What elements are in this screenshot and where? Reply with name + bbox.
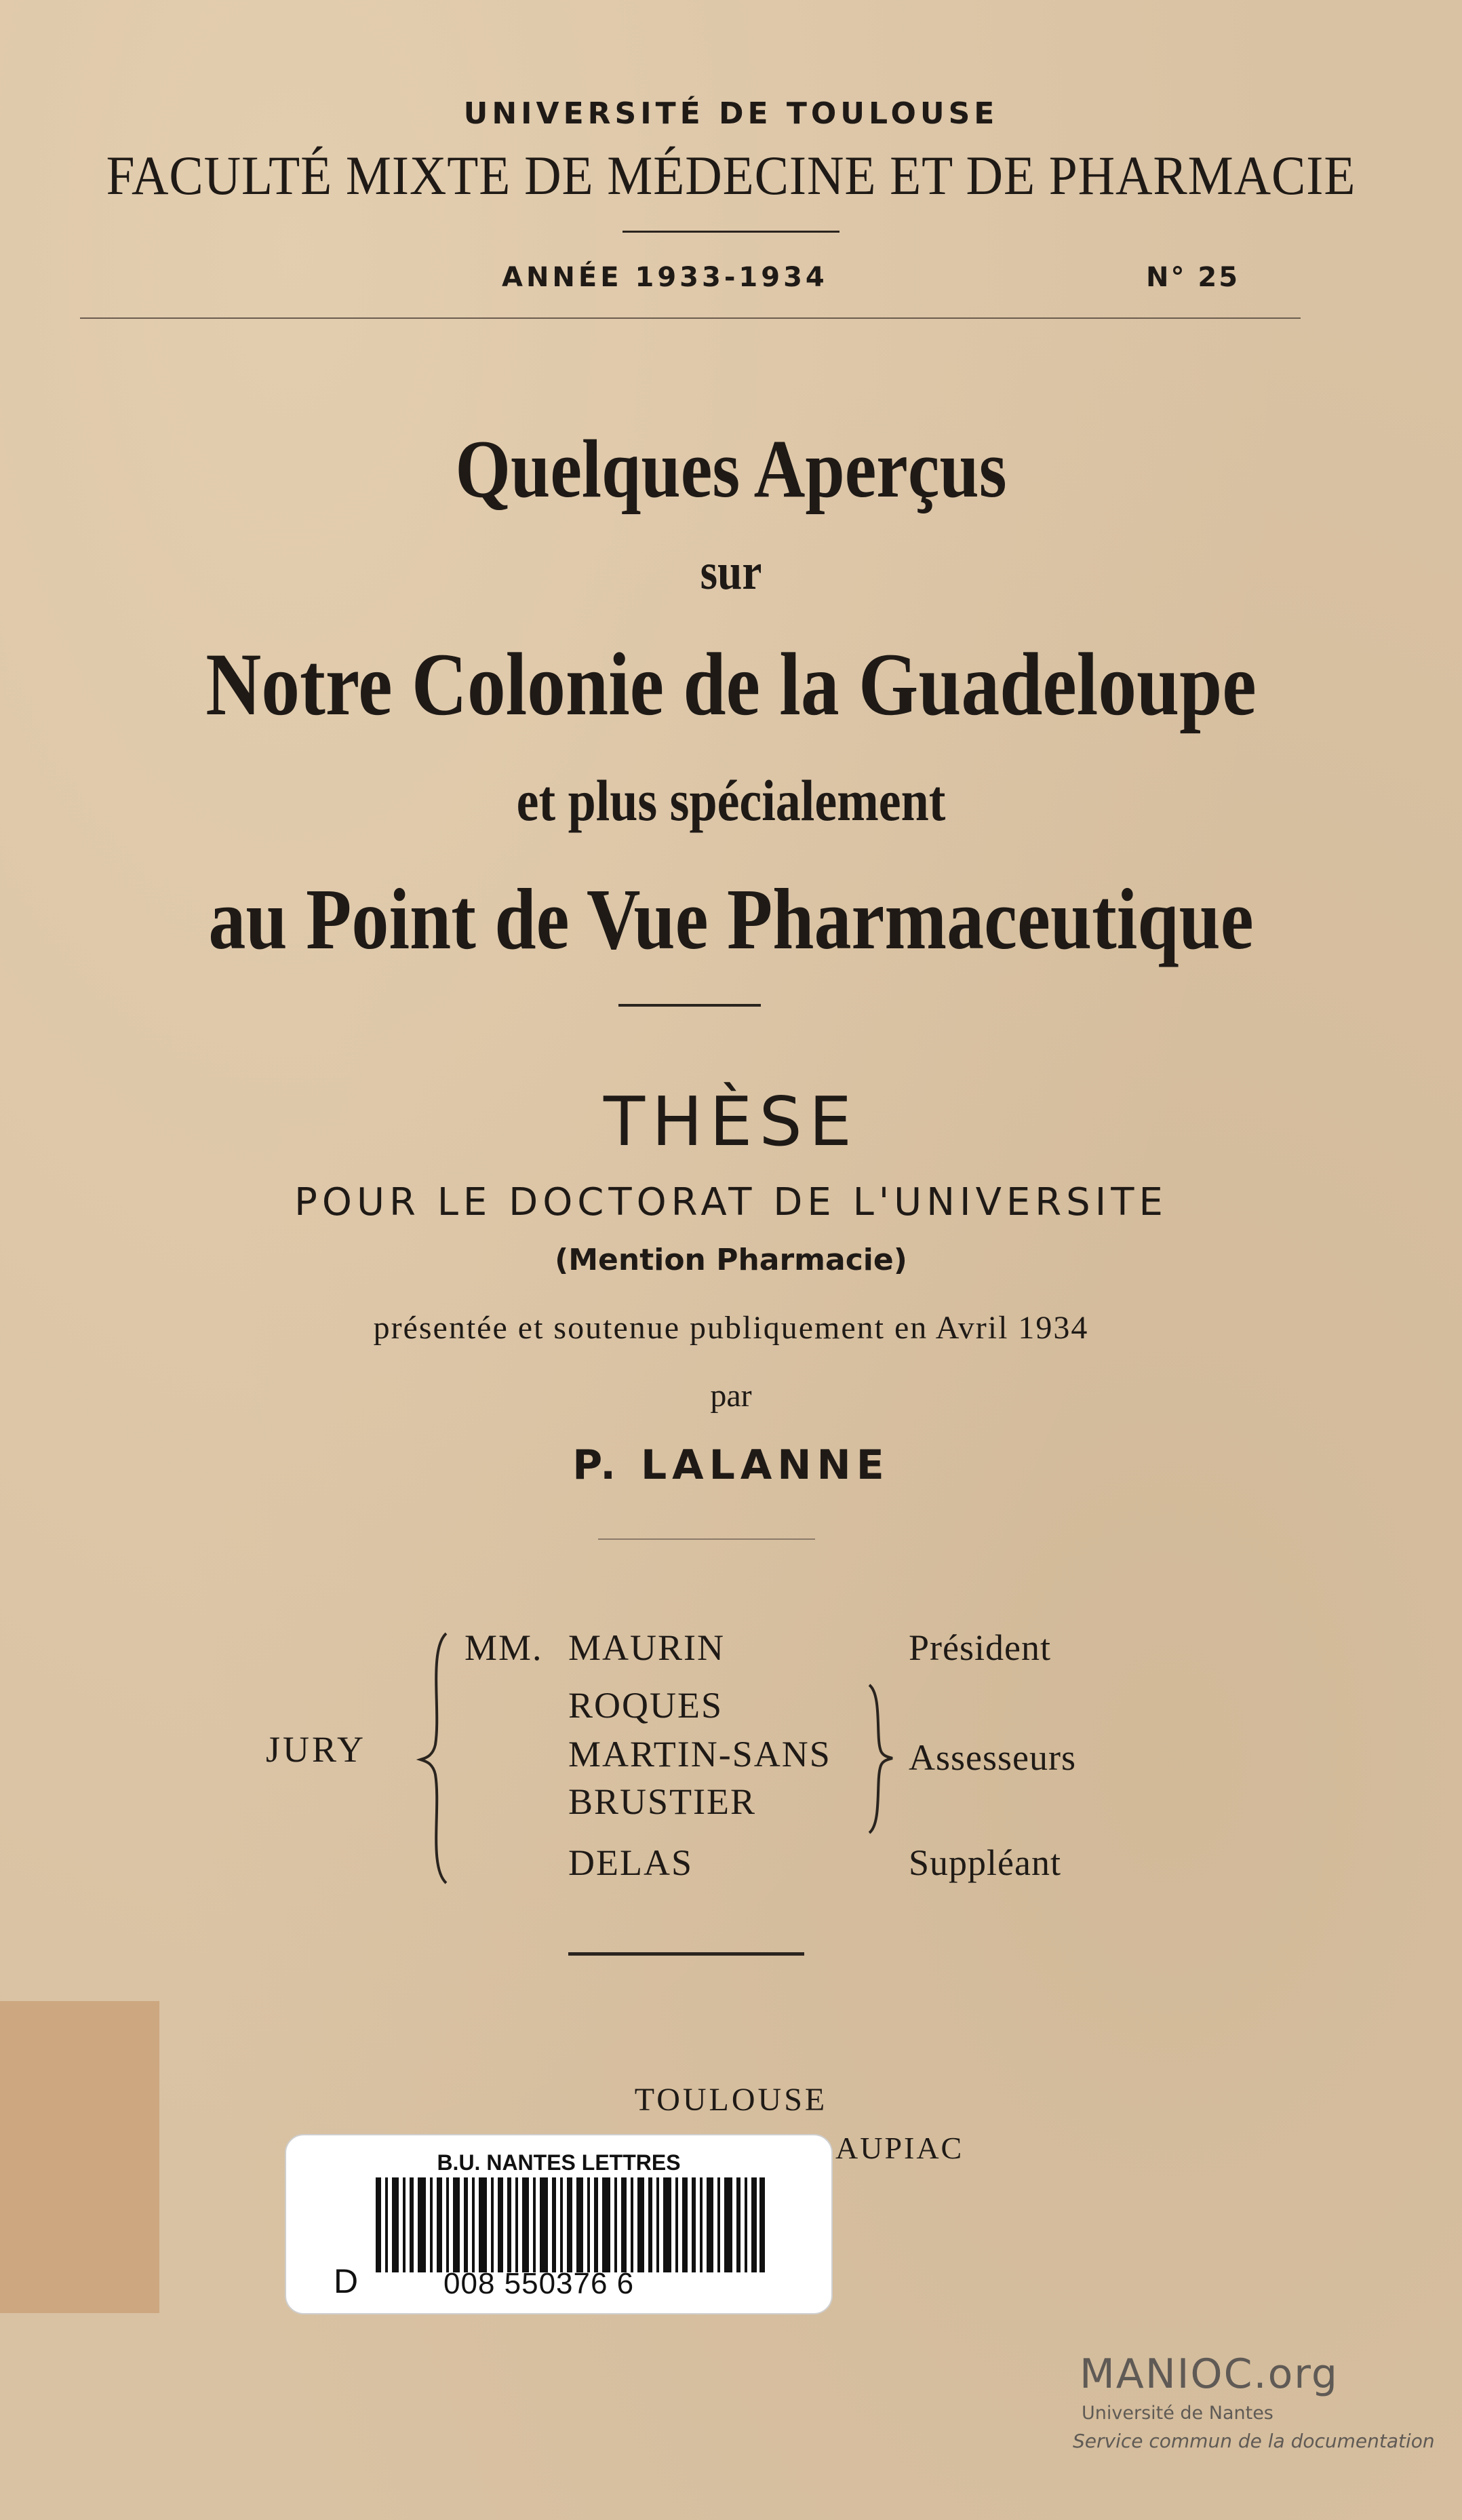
jury-prefix: MM. [465,1627,543,1668]
title-line-4: et plus spécialement [516,768,946,833]
jury-right-brace [865,1681,898,1837]
manioc-service: Service commun de la documentation [1073,2430,1435,2452]
thesis-number: N° 25 [1146,262,1240,293]
thesis-type: THÈSE [603,1082,859,1161]
thesis-author: P. LALANNE [572,1441,890,1489]
barcode-library: B.U. NANTES LETTRES [437,2150,681,2175]
manioc-institution: Université de Nantes [1082,2403,1273,2424]
thesis-mention: (Mention Pharmacie) [555,1243,907,1277]
jury-label: JURY [266,1729,367,1770]
jury-rule [568,1952,804,1956]
jury-member-name: MARTIN-SANS [568,1734,831,1775]
faculty-name: FACULTÉ MIXTE DE MÉDECINE ET DE PHARMACIE [106,144,1356,206]
thesis-by: par [710,1378,752,1414]
imprint-city: TOULOUSE [634,2082,828,2118]
title-line-5: au Point de Vue Pharmaceutique [208,871,1254,967]
author-rule [598,1538,815,1540]
jury-member-name: MAURIN [568,1627,726,1668]
barcode-icon [376,2177,765,2272]
barcode-sticker [285,2134,833,2314]
jury-member-name: ROQUES [568,1685,724,1726]
header-short-rule [623,231,839,233]
title-rule [618,1004,761,1007]
barcode-number: 008 550376 6 [443,2267,635,2300]
imprint-printer: AUPIAC [835,2131,964,2165]
university-name: UNIVERSITÉ DE TOULOUSE [463,96,999,131]
academic-year: ANNÉE 1933-1934 [502,262,828,293]
title-line-1: Quelques Aperçus [455,423,1007,515]
title-line-3: Notre Colonie de la Guadeloupe [205,634,1257,734]
jury-left-brace [415,1629,456,1887]
thesis-degree: POUR LE DOCTORAT DE L'UNIVERSITE [294,1180,1168,1224]
manioc-logo: MANIOC.org [1080,2350,1339,2398]
library-spine-label [0,2001,159,2313]
jury-member-role: Président [909,1627,1051,1668]
jury-member-role: Assesseurs [909,1737,1076,1778]
title-line-2: sur [700,543,762,600]
jury-member-name: BRUSTIER [568,1781,757,1822]
barcode-prefix: D [334,2262,359,2300]
thesis-presentation: présentée et soutenue publiquement en Avril 1934 [373,1310,1089,1346]
jury-member-name: DELAS [568,1842,693,1883]
jury-member-role: Suppléant [909,1842,1061,1883]
header-divider [80,317,1301,319]
